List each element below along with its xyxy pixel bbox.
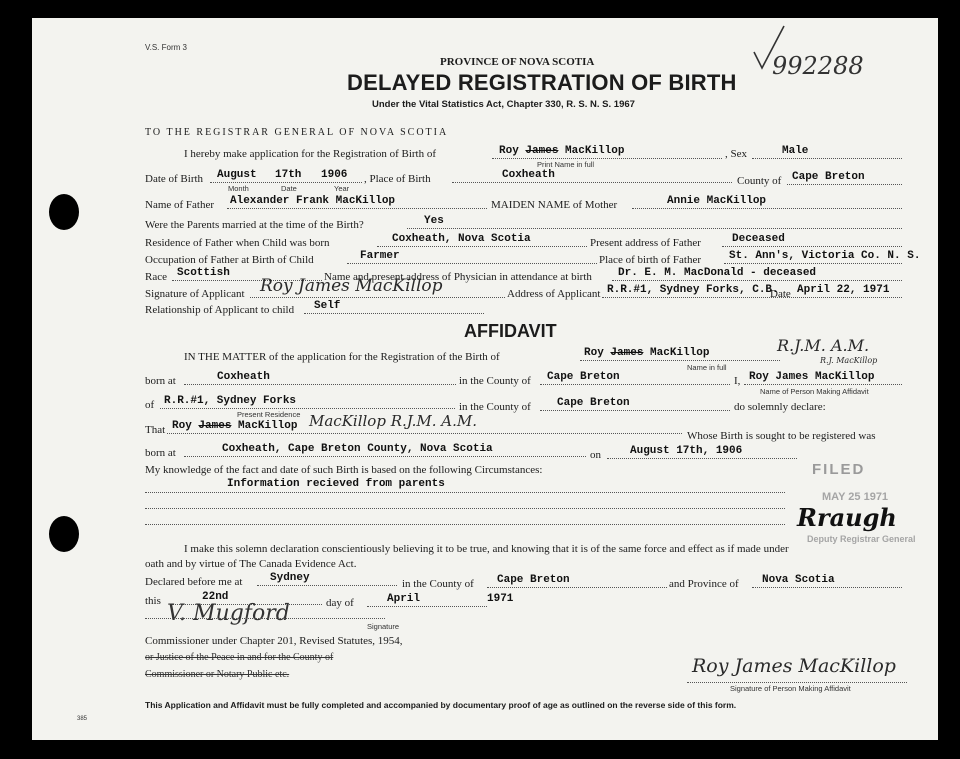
- rule: [540, 410, 730, 411]
- day-value: 22nd: [202, 591, 229, 603]
- rule: [145, 618, 385, 619]
- last-name: MacKillop: [238, 420, 298, 432]
- pob-value: Coxheath: [502, 169, 555, 181]
- county-value: Cape Breton: [557, 397, 630, 409]
- county-label: in the County of: [459, 375, 531, 387]
- declare-label: do solemnly declare:: [734, 401, 826, 413]
- rule: [407, 228, 902, 229]
- commissioner-label: Commissioner under Chapter 201, Revised Statutes, 1954,: [145, 635, 403, 647]
- province-value: Nova Scotia: [762, 574, 835, 586]
- day-of-label: day of: [326, 597, 354, 609]
- dob-date: 17th: [275, 169, 302, 181]
- footer-note: This Application and Affidavit must be fully completed and accompanied by documentary proof of age as outlined on the reverse side of this form.: [145, 700, 737, 710]
- race-label: Race: [145, 271, 167, 283]
- affiant-signature: Roy James MacKillop: [692, 655, 896, 677]
- rule: [602, 297, 902, 298]
- father-pob-label: Place of birth of Father: [599, 254, 702, 266]
- rule: [145, 492, 785, 493]
- sex-value: Male: [782, 145, 809, 157]
- intro-label: I hereby make application for the Registration of Birth of: [184, 148, 437, 160]
- rule: [167, 433, 682, 434]
- rule: [145, 508, 785, 509]
- child-name-field: [499, 145, 624, 158]
- corner-code: 385: [77, 716, 88, 722]
- knowledge-label: My knowledge of the fact and date of such Birth is based on the following Circumstances:: [145, 464, 543, 476]
- struck-text-1: or Justice of the Peace in and for the County of: [145, 652, 334, 663]
- first-name: Roy: [172, 420, 192, 432]
- rule: [744, 384, 902, 385]
- birth-registration-form: [32, 18, 938, 740]
- province-header: PROVINCE OF NOVA SCOTIA: [440, 56, 595, 68]
- sex-label: , Sex: [725, 148, 747, 160]
- rule: [347, 263, 597, 264]
- residence-hint: Present Residence: [237, 410, 301, 419]
- registrar-signature: Rraugh: [797, 503, 897, 532]
- punch-hole: [49, 516, 79, 552]
- relationship-label: Relationship of Applicant to child: [145, 304, 295, 316]
- race-value: Scottish: [177, 267, 230, 279]
- declared-at: Sydney: [270, 572, 310, 584]
- born-at2-label: born at: [145, 447, 176, 459]
- rule: [452, 182, 732, 183]
- last-name: MacKillop: [650, 347, 710, 359]
- first-name: Roy: [584, 347, 604, 359]
- declared-label: Declared before me at: [145, 576, 243, 588]
- middle-name: James: [525, 145, 559, 157]
- res-father-label: Residence of Father when Child was born: [145, 237, 330, 249]
- rule: [580, 360, 780, 361]
- rule: [722, 246, 902, 247]
- rule: [367, 606, 487, 607]
- initials-top: R.J.M. A.M.: [777, 336, 870, 355]
- affiant-name: Roy James MacKillop: [749, 371, 875, 383]
- filed-stamp: FILED: [812, 461, 866, 478]
- affidavit-title: AFFIDAVIT: [464, 321, 557, 341]
- rule: [227, 208, 487, 209]
- rule: [687, 682, 907, 683]
- filed-office: Deputy Registrar General: [807, 534, 916, 544]
- born-at-value: Coxheath: [217, 371, 270, 383]
- rule: [752, 587, 902, 588]
- present-addr-label: Present address of Father: [590, 237, 701, 249]
- pob-label: , Place of Birth: [364, 173, 431, 185]
- present-addr-value: Deceased: [732, 233, 785, 245]
- county-label: in the County of: [459, 401, 531, 413]
- addr-label: Address of Applicant: [507, 288, 601, 300]
- to-registrar: TO THE REGISTRAR GENERAL OF NOVA SCOTIA: [145, 127, 449, 138]
- rule: [304, 313, 484, 314]
- residence-value: R.R.#1, Sydney Forks: [164, 395, 297, 407]
- whose-label: Whose Birth is sought to be registered was: [687, 430, 876, 442]
- rule: [724, 263, 902, 264]
- month-hint: Month: [228, 184, 249, 193]
- married-label: Were the Parents married at the time of the Birth?: [145, 219, 364, 231]
- middle-name: James: [610, 347, 644, 359]
- date-label: Date: [770, 288, 791, 300]
- rule: [752, 158, 902, 159]
- affiant-hint: Name of Person Making Affidavit: [760, 387, 869, 396]
- physician-value: Dr. E. M. MacDonald - deceased: [618, 267, 817, 279]
- solemn-text-1: I make this solemn declaration conscientiously believing it to be true, and knowing that it is of the same force and effect as if made under: [184, 543, 789, 555]
- year-hint: Year: [334, 184, 350, 193]
- rule: [160, 408, 455, 409]
- rule: [145, 524, 785, 525]
- father-pob-value: St. Ann's, Victoria Co. N. S.: [729, 250, 921, 262]
- signature-hint: Signature: [367, 622, 400, 631]
- county-value: Cape Breton: [792, 171, 865, 183]
- of-label: of: [145, 399, 155, 411]
- county3-value: Cape Breton: [497, 574, 570, 586]
- year-value: 1971: [487, 593, 514, 605]
- rule: [257, 585, 397, 586]
- father-label: Name of Father: [145, 199, 215, 211]
- act-subtitle: Under the Vital Statistics Act, Chapter 330, R. S. N. S. 1967: [372, 99, 635, 110]
- this-label: this: [145, 595, 161, 607]
- struck-text-2: Commissioner or Notary Public etc.: [145, 669, 290, 680]
- addr-value: R.R.#1, Sydney Forks, C.B.: [607, 284, 779, 296]
- rule: [632, 208, 902, 209]
- i-label: I,: [734, 375, 741, 387]
- married-value: Yes: [424, 215, 444, 227]
- rule: [184, 456, 586, 457]
- county-label: County of: [737, 175, 782, 187]
- date-hint: Date: [281, 184, 297, 193]
- on-date: August 17th, 1906: [630, 445, 743, 457]
- rule: [184, 384, 456, 385]
- print-name-hint: Print Name in full: [537, 160, 595, 169]
- physician-label: Name and present address of Physician in attendance at birth: [324, 271, 592, 283]
- rule: [487, 587, 667, 588]
- occupation-label: Occupation of Father at Birth of Child: [145, 254, 314, 266]
- solemn-text-2: oath and by virtue of The Canada Evidence Act.: [145, 558, 357, 570]
- applicant-signature: Roy James MacKillop: [260, 276, 443, 296]
- rule: [377, 246, 587, 247]
- sig-label: Signature of Applicant: [145, 288, 245, 300]
- dob-label: Date of Birth: [145, 173, 204, 185]
- form-title: DELAYED REGISTRATION OF BIRTH: [347, 70, 737, 95]
- matter-label: IN THE MATTER of the application for the Registration of the Birth of: [184, 351, 500, 363]
- name-hint: Name in full: [687, 363, 727, 372]
- rule: [612, 280, 902, 281]
- relationship-value: Self: [314, 300, 341, 312]
- commissioner-signature: V. Mugford: [167, 601, 290, 626]
- affiant-signature-hint: Signature of Person Making Affidavit: [730, 684, 851, 693]
- rule: [210, 182, 362, 183]
- check-mark-icon: [752, 24, 788, 72]
- filed-date: MAY 25 1971: [822, 491, 889, 503]
- rule: [540, 384, 730, 385]
- dob-year: 1906: [321, 169, 348, 181]
- mother-value: Annie MacKillop: [667, 195, 767, 207]
- that-label: That: [145, 424, 166, 436]
- father-value: Alexander Frank MacKillop: [230, 195, 396, 207]
- county3-label: in the County of: [402, 578, 474, 590]
- occupation-value: Farmer: [360, 250, 400, 262]
- rule: [607, 458, 797, 459]
- form-id: V.S. Form 3: [145, 43, 187, 52]
- circumstances-value: Information recieved from parents: [227, 478, 445, 490]
- province-label: and Province of: [669, 578, 739, 590]
- registration-number: 992288: [772, 52, 864, 80]
- born-at-label: born at: [145, 375, 176, 387]
- initials-mid: MacKillop R.J.M. A.M.: [309, 412, 478, 430]
- month-value: April: [387, 593, 421, 605]
- first-name: Roy: [499, 145, 519, 157]
- last-name: MacKillop: [565, 145, 625, 157]
- rule: [492, 158, 722, 159]
- mother-label: MAIDEN NAME of Mother: [491, 199, 618, 211]
- that-name: [172, 420, 297, 433]
- date-value: April 22, 1971: [797, 284, 890, 296]
- middle-name: James: [198, 420, 232, 432]
- punch-hole: [49, 194, 79, 230]
- margin-note: R.J. MacKillop: [820, 356, 878, 365]
- dob-month: August: [217, 169, 257, 181]
- rule: [787, 184, 902, 185]
- rule: [250, 297, 505, 298]
- born-at2-value: Coxheath, Cape Breton County, Nova Scotia: [222, 443, 493, 455]
- res-father-value: Coxheath, Nova Scotia: [392, 233, 531, 245]
- affidavit-child-name: [584, 347, 709, 360]
- county-value: Cape Breton: [547, 371, 620, 383]
- on-label: on: [590, 449, 601, 461]
